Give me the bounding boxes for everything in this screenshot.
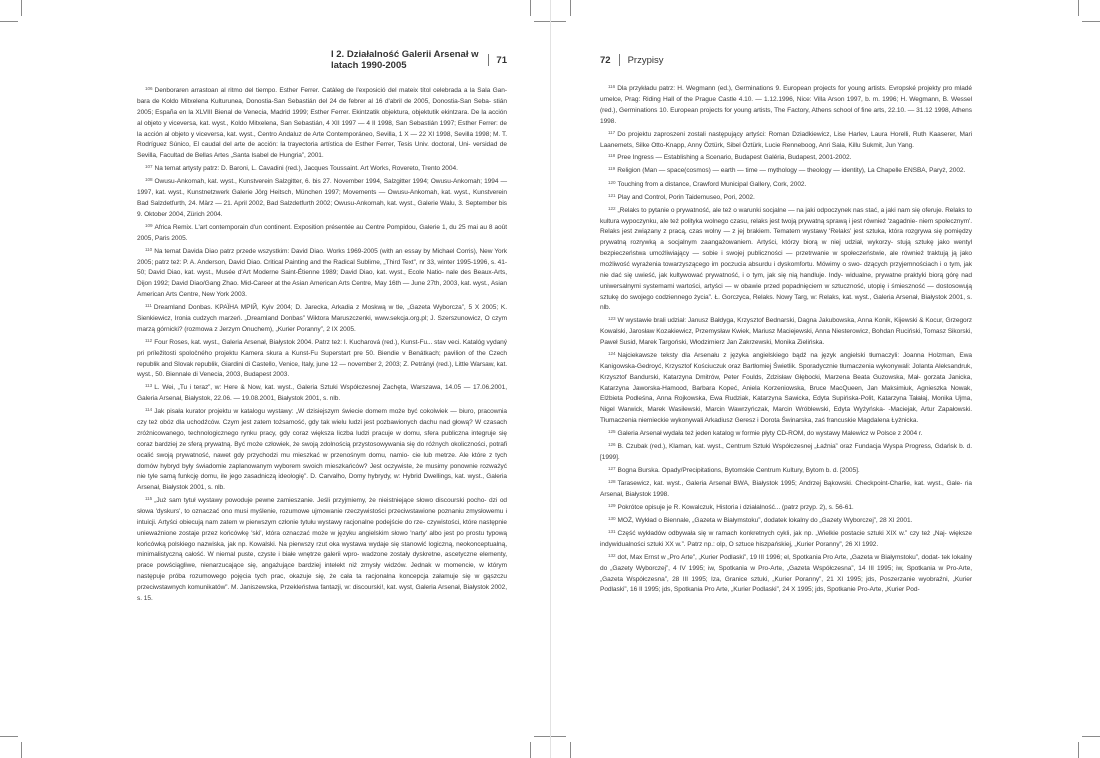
footnote-number: 114 [145,407,153,413]
footnote-text: Religion (Man — space(cosmos) — earth — time — mythology — theology — identity), La Chapelle ENSBA, Paryż, 2002. [617,167,966,175]
header-section-title: I 2. Działalność Galerii Arsenał w latach 1990-2005 [331,49,479,71]
crop-mark [0,21,18,22]
footnote [600,191,972,204]
footnote-text: Pree Ingress — Establishing a Scenario, Budapest Galéria, Budapest, 2001-2002. [617,154,852,162]
footnote-number: 132 [608,552,616,558]
page-spine [550,0,551,758]
footnote-number: 106 [145,86,153,91]
footnote-text: Tarasewicz, kat. wyst., Galeria Arsenał BWA, Białystok 1995; Andrzej Bąkowski. Checkpoint-Charlie, kat. wyst., Gale- ria Arsenał, Białystok 1998. [600,480,972,498]
footnote-number: 115 [145,496,153,502]
footnote-text: Four Roses, kat. wyst., Galeria Arsenał, Białystok 2004. Patrz też: I. Kucharová (red.), Kunst-Fu... stav veci. Katalóg vydaný pri príležitosti spoločného projektu Kamera skura a Kunst-Fu Superstart pre 50. Biendie v Benátkach; pavilion of the Czech republik and Slovak republik, Giardini di Castello, Venice, Italy, june 12 — november 2, 2003; Z. Petrányi (red.), Little Warsaw, kat. wyst., 50. Biennale di Venecia, 2003, Budapest 2003. [137,338,507,379]
footnote-number: 109 [145,222,153,228]
crop-mark [1082,21,1100,22]
footnote-number: 124 [608,350,616,356]
footnote-number: 111 [145,302,152,308]
footnote [137,245,507,301]
footnote [137,405,507,494]
crop-mark [21,742,22,758]
footnote-number: 116 [608,84,616,89]
footnote-number: 113 [145,383,153,389]
footnote [600,178,972,191]
footnote-text: Galeria Arsenał wydała też jeden katalog w formie płyty CD-ROM, do wystawy Malewicz w Polsce z 2004 r. [617,430,923,438]
footnote [600,527,972,551]
footnote [137,84,507,162]
footnote-number: 131 [608,528,616,534]
footnote [600,501,972,514]
footnote-text: Africa Remix. L'art contemporain d'un continent. Exposition présentée au Centre Pompidou, Galerie 1, du 25 mai au 8 août 2005, Paris 2005. [137,223,507,242]
footnote-text: Owusu-Ankomah, kat. wyst., Kunstverein Salzgitter, 6. bis 27. November 1994, Salzgitter 1994; Owusu-Ankomah; 1994 — 1997, kat. wyst., Kunstnetzwerk Galerie Jörg Heitsch, München 1997; Movements — Owusu-Ankomah, kat. wyst., Kunstverein Bad Salzdetfurth, 24. März — 21. April 2002, Bad Salzdetfurth 2002; Owusu-Ankomah, kat. wyst., Galerie Walu, 3. September bis 9. Oktober 2004, Zürich 2004. [137,178,507,218]
footnote-number: 108 [145,177,153,183]
crop-mark [530,0,531,16]
footnote-number: 128 [608,478,616,484]
footnote [600,314,972,349]
footnote-text: dot, Max Ernst w „Pro Arte”, „Kurier Podlaski”, 19 III 1996; el, Spotkania Pro Arte, „Gazeta w Białymstoku”, dodat- tek lokalny do „Gazety Wyborczej”, 4 IV 1995; iw, Spotkania w Pro-Arte, „Gazeta Współczesna”, 14 III 1995; iw, Spotkania w Pro-Arte, „Gazeta Współczesna”, 28 III 1995; Iza, Granice sztuki, „Kurier Poranny”, 21 XI 1995; jds, Poszerzanie wyobraźni, „Kurier Podlaski”, 16 II 1995; jds, Spotkania Pro Arte, „Kurier Podlaski”, 24 X 1995; jds, Spotkanie Pro-Arte, „Kurier Pod- [600,553,972,594]
footnote-text: „Relaks to pytanie o prywatność, ale też o warunki socjalne — na jaki odpoczynek nas stać, a jaki nam się oferuje. Relaks to kultura wypoczynku, ale też polityka wolnego czasu, relaks jest twoją prywatną sprawą i jest również 'zagadnie- niem społecznym'. Relaks jest związany z pracą, czas wolny — z jej brakiem. Tematem wystawy 'Relaks' jest sztuka, która rozgrywa się pomiędzy prywatną rozrywką a socjalnym zaangażowaniem. Artyści, którzy biorą w niej udział, wykorzy- stują sztukę jako wentyl bezpieczeństwa umożliwiający — sobie i swojej publiczności — przetrwanie w społeczeństwie, ale również traktują ją jako możliwość wyrażenia towarzyszącego im poczucia absurdu i dyskomfortu. Mówimy o swo- dzących przyjemnościach i o tym, jak nie dać się uwieść, jak kultywować prywatność, i o tym, jak się nią handluje. Indy- widualne, prywatne praktyki biorą górę nad uniwersalnymi systemami wartości, artyści — w obawie przed popadnięciem w sztuczność, utopię i śmieszność — dostosowują sztukę do swojego codziennego życia”. Ł. Gorczyca, Relaks. Nowy Targ, w: Relaks, kat. wyst., Galeria Arsenał, Białystok 2001, s. nlb. [600,206,972,312]
crop-mark [1078,0,1079,16]
footnote-number: 120 [608,179,616,185]
footnote-text: „Już sam tytuł wystawy powoduje pewne zamieszanie. Jeśli przyjmiemy, że nieistniejące słowo discourski pocho- dzi od słowa 'dyskurs', to oznaczać ono musi myślenie, rozumowe ujmowanie rzeczywistości przeciwstawione poznaniu zmysłowemu i intuicji. Artyści obiecują nam zatem w pierwszym członie tytułu wystawy racjonalne podejście do rze- czywistości, które następnie unieważnione zostaje przez końcówkę 'ski', która oznaczać może w języku angielskim słowo 'narty' albo jest po prostu typową końcówką polskiego nazwiska, jak np. Kowalski. Na pierwszy rzut oka wystawa wydaje się stanowić logiczną, neokonceptualną, minimalistyczną całość. W niemal puste, czyste i białe wnętrze galerii wpro- wadzone zostały dyskretne, ascetyczne elementy, prace powściągliwe, nienarzucające się, angażujące bardziej intelekt niż zmysły widzów. Jednak w momencie, w którym następuje próba rozumowego pojęcia tych prac, okazuje się, że cała ta racjonalna koncepcja załamuje się w gąszczu przeciwstawnych komunikatów”. M. Janiszewska, Przekleństwa fantazji, w: discourski!, kat. wyst, Galeria Arsenał, Białystok 2002, s. 15. [137,497,507,602]
footnote-text: L. Wei, „Tu i teraz”, w: Here & Now, kat. wyst., Galeria Sztuki Współczesnej Zachęta, Warszawa, 14.05 — 17.06.2001, Galeria Arsenał, Białystok, 22.06. — 19.08.2001, Białystok 2001, s. nlb. [137,384,507,403]
footnote [600,464,972,477]
footnote [600,551,972,597]
footnote [137,336,507,382]
footnote-text: Na temat Davida Diao patrz przede wszystkim: David Diao. Works 1969-2005 (with an essay by Michael Corris), New York 2005; patrz też: P. A. Anderson, David Diao. Critical Painting and the Radical Sublime, „Third Text”, nr 33, winter 1995-1996, s. 41-50; David Diao, kat. wyst., Musée d'Art Moderne Saint-Étienne 1989; David Diao, kat. wyst., Ecole Natio- nale des Beaux-Arts, Dijon 1992; David Diao/Gang Zhao. Mid-Career at the Asian American Arts Centre, May 16th — June 27th, 2003, kat. wyst., Asian American Arts Centre, New York 2003. [137,247,507,299]
footnote-number: 107 [145,164,153,170]
header-separator [488,54,489,66]
footnotes-left-page [137,84,507,605]
footnote-number: 122 [608,205,616,211]
page-number: 72 [600,54,611,66]
footnote [600,82,972,128]
footnote-number: 112 [145,337,153,343]
footnote-text: Dreamland Donbas. KPAÏHA MPIЙ, Kyiv 2004; D. Jarecka, Arkadia z Moskwą w tle, „Gazeta Wyborcza”, 5 X 2005; K. Sienkiewicz, Ironia cudzych marzeń. „Dreamland Donbas” Wiktora Maruszczenki, www.sekcja.org.pl; J. Szerszunowicz, O czym marzą górnicki? (rozmowa z Jerzym Onuchem), „Kurier Poranny”, 2 IX 2005. [137,304,507,333]
footnote [137,162,507,175]
footnote [137,494,507,605]
footnote [600,440,972,464]
footnote-text: Touching from a distance, Crawford Municipal Gallery, Cork, 2002. [617,180,807,188]
crop-mark [1082,736,1100,737]
footnote-text: Pokrótce opisuje je R. Kowalczuk, Historia i działalność... (patrz przyp. 2), s. 56-61. [617,504,854,511]
footnote [600,151,972,164]
footnote-number: 110 [145,246,153,252]
footnote-text: Play and Control, Porin Taidemuseo, Pori, 2002. [617,193,755,201]
footnote [600,349,972,427]
page-number: 71 [496,54,507,66]
footnote-text: Do projektu zaproszeni zostali następujący artyści: Roman Dziadkiewicz, Lise Harlev, Laura Horelli, Ruth Kaaserer, Mari Laanemets, Silke Otto-Knapp, Anny Öztürk, Sibel Öztürk, Lucie Renneboog, Anri Sala, Killu Sukmit, Jun Yang. [600,130,972,149]
footnote [600,427,972,440]
footnote-number: 118 [608,153,616,159]
footnote-text: B. Czubak (red.), Klaman, kat. wyst., Centrum Sztuki Współczesnej „Łaźnia” oraz Fundacja Wyspa Progress, Gdańsk b. d. [1999]. [600,443,972,462]
crop-mark [570,742,571,758]
footnote-text: Dla przykładu patrz: H. Wegmann (ed.), Germinations 9. European projects for young artists. Evropské projekty pro mladé umelce, Prag: Riding Hall of the Prague Castle 4.10. — 1.12.1996, Nice: Villa Arson 1997, b. m. 1996; H. Wegmann, B. Wessel (red.), Germinations 10. European projects for young artists, The Factory, Athens school of fine arts, 22.10. — 31.12 1998, Athens 1998. [600,85,972,125]
crop-mark [530,742,531,758]
footnote-number: 127 [608,465,616,471]
footnote [137,175,507,221]
footnote-text: MOŻ, Wykład o Biennale, „Gazeta w Białymstoku”, dodatek lokalny do „Gazety Wyborczej”, 28 XI 2001. [617,517,913,525]
footnote-text: Część wykładów odbywała się w ramach konkretnych cykli, jak np. „Wielkie postacie sztuki XIX w.” czy też „Naj- większe indywidualności sztuki XX w.”. Patrz np.: olp, O sztuce hiszpańskiej, „Kurier Poranny”, 26 XI 1992. [600,530,972,548]
footnote-text: Na temat artysty patrz: D. Baroni, L. Cavadini (red.), Jacques Toussaint. Art Works, Rovereto, Trento 2004. [154,165,458,173]
footnote-number: 123 [608,316,616,322]
footnote-text: Bogna Burska. Opady/Precipitations, Bytomskie Centrum Kultury, Bytom b. d. [2005]. [617,467,860,475]
footnote [600,164,972,177]
crop-mark [1078,742,1079,758]
crop-mark [570,0,571,16]
footnotes-right-page [600,82,972,596]
footnote-number: 119 [608,166,616,172]
header-section-title: Przypisy [627,54,664,66]
footnote [600,128,972,152]
footnote-text: Jak pisała kurator projektu w katalogu wystawy: „W dzisiejszym świecie domem może być cokolwiek — biuro, pracownia czy też obóz dla uchodźców. Czym jest zatem tożsamość, gdy tak wielu ludzi jest pozbawionych dachu nad głową? W czasach zróżnicowanego, technologicznego rynku pracy, gdy coraz większa liczba ludzi pracuje w domu, sfera publiczna integruje się coraz bardziej ze sferą prywatną. Być może człowiek, że swoją zdolnością przystosowywania się do różnych okoliczności, potrafi ocalić swoją prywatność, nawet gdy przychodzi mu mieszkać w przenośnym domu, namio- cie lub metrze. Ale które z tych domów hybryd były świadomie zaplanowanym wyborem swoich mieszkańców? Jest oczywiste, że musimy ponownie rozważyć nie tyle samą funkcję domu, ile jego zasadniczą ideologię”. D. Carvalho, Domy hybrydy, w: Hybrid Dwellings, kat. wyst., Galeria Arsenał, Białystok 2001, s. nlb. [137,408,507,492]
footnote-text: W wystawie brali udział: Janusz Bałdyga, Krzysztof Bednarski, Dagna Jakubowska, Anna Konik, Kijewski & Kocur, Grzegorz Kowalski, Jarosław Kozakiewicz, Przemysław Kwiek, Mariusz Maciejewski, Anna Niesterowicz, Bohdan Ruciński, Tomasz Sikorski, Paweł Susid, Marek Targoński, Włodzimierz Jan Zakrzewski, Monika Zielińska. [600,317,972,347]
running-header-right [600,53,800,67]
footnote [137,381,507,405]
footnote [600,514,972,527]
footnote-text: Denboraren arrastoan al ritmo del tiempo. Esther Ferrer. Catàleg de l'exposició del mateix títol celebrada a la Sala Gan- bara de Koldo Mitxelena Kulturunea, Donostia-San Sebastián del 24 de febrer al 16 d'abril de 2005, Donostia-San Seba- stián 2005; España en la XLVIII Bienal de Venecia, Madrid 1999; Esther Ferrer. Ekintzatik objektura, objektutik ekintzara. De la acción al objeto y viceversa, kat. wyst., Koldo Mitxelena, San Sebastián, 4 XII 1997 — 4 II 1998, San Sebastián 1997; Esther Ferrer: de la acción al objeto y viceversa, kat. wyst., Centro Andaluz de Arte Contemporáneo, Sevilla, 1 X — 22 XI 1998, Sevilla 1998; M. T. Rodríguez Súnico, El caudal del arte de acción: la trayectoria artística de Esther Ferrer, Tesis Univ. doctoral, Uni- versidad de Sevilla, Facultad de Bellas Artes „Santa Isabel de Hungria”, 2001. [137,87,507,160]
footnote-number: 125 [608,429,616,434]
running-header-left [331,49,507,71]
crop-mark [21,0,22,16]
footnote-number: 130 [608,515,616,521]
footnote-number: 121 [608,192,616,198]
footnote-number: 129 [608,502,616,508]
footnote-text: Najciekawsze teksty dla Arsenału z języka angielskiego bądź na język angielski tłumaczyli: Joanna Holzman, Ewa Kanigowska-Gedroyć, Krzysztof Kościuczuk oraz Bartłomiej Świetlik. Sporadycznie tłumaczenia wykonywali: Jolanta Aleksandruk, Krzysztof Bandurski, Katarzyna Dmitrów, Peter Foulds, Zdzisław Głębocki, Marzena Beata Guzowska, Mał- gorzata Janicka, Katarzyna Jaworska-Hamood, Barbara Kopeć, Aniela Korzeniowska, Bruce MacQueen, Jan Maksimiuk, Agnieszka Nowak, Elżbieta Podleśna, Anna Rojkowska, Ewa Rudziak, Katarzyna Sawicka, Edyta Supińska-Polit, Katarzyna Tałałaj, Monika Ujma, Nigel Warwick, Marek Wasilewski, Marcin Wawrzyńczak, Marcin Wróblewski, Edyta Wyżyńska- -Maciejak, Artur Zapałowski. Tłumaczenia niemieckie wykonywali Arkadiusz Geresz i Dorota Świnarska, zaś francuskie Magdalena Łyżnicka. [600,352,972,425]
footnote [137,221,507,245]
footnote [600,204,972,315]
crop-mark [0,736,18,737]
footnote-number: 126 [608,442,616,448]
header-separator [619,54,620,66]
footnote-number: 117 [608,129,616,135]
footnote [137,301,507,336]
footnote [600,477,972,501]
